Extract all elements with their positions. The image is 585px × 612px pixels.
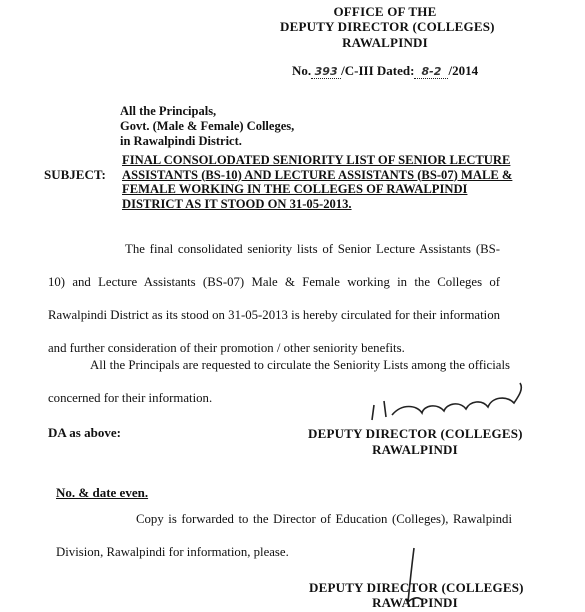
office-header-line1: OFFICE OF THE — [333, 4, 437, 19]
reference-line — [292, 63, 478, 79]
addressee-line2: Govt. (Male & Female) Colleges, — [120, 119, 295, 133]
reference-date: 8-2 — [414, 65, 448, 79]
endorsement-label: No. & date even. — [56, 485, 149, 500]
reference-year: /2014 — [448, 63, 479, 78]
reference-prefix: No. — [292, 63, 312, 78]
signature-2-place: RAWALPINDI — [372, 595, 458, 610]
reference-middle: /C-III Dated: — [341, 63, 415, 78]
endorsement-text — [56, 503, 512, 569]
body-paragraph-1-text: The final consolidated seniority lists of Senior Lecture Assistants (BS-10) and Lecture Assistants (BS-07) Male & Female working in the Colleges of Rawalpindi District as its stood on 31-05-2013 is hereby circulated for their information and further consideration of their promotion / other seniority benefits. — [48, 242, 500, 355]
addressee-block — [120, 104, 294, 149]
subject-text: FINAL CONSOLODATED SENIORITY LIST OF SENIOR LECTURE ASSISTANTS (BS-10) AND LECTURE ASSISTANTS (BS-07) MALE & FEMALE WORKING IN THE COLLEGES OF RAWALPINDI DISTRICT AS IT STOOD ON 31-05-2013. — [122, 153, 513, 211]
signature-1-title: DEPUTY DIRECTOR (COLLEGES) — [308, 426, 523, 441]
endorsement-text-content: Copy is forwarded to the Director of Education (Colleges), Rawalpindi Division, Rawalpindi for information, please. — [56, 512, 512, 559]
addressee-line3: in Rawalpindi District. — [120, 134, 242, 148]
signature-1-handwritten — [362, 375, 532, 425]
da-label: DA as above: — [48, 425, 121, 440]
signature-1-place: RAWALPINDI — [372, 442, 458, 457]
addressee-line1: All the Principals, — [120, 104, 217, 118]
office-header-line2: DEPUTY DIRECTOR (COLLEGES) — [280, 19, 495, 34]
signature-2-title: DEPUTY DIRECTOR (COLLEGES) — [309, 580, 524, 595]
body-paragraph-2-text: All the Principals are requested to circulate the Seniority Lists among the officials concerned for their information. — [48, 358, 510, 405]
body-paragraph-1 — [48, 233, 500, 365]
subject-label: SUBJECT: — [44, 167, 106, 182]
office-header-line3: RAWALPINDI — [342, 35, 428, 50]
reference-number: 393 — [311, 65, 341, 79]
